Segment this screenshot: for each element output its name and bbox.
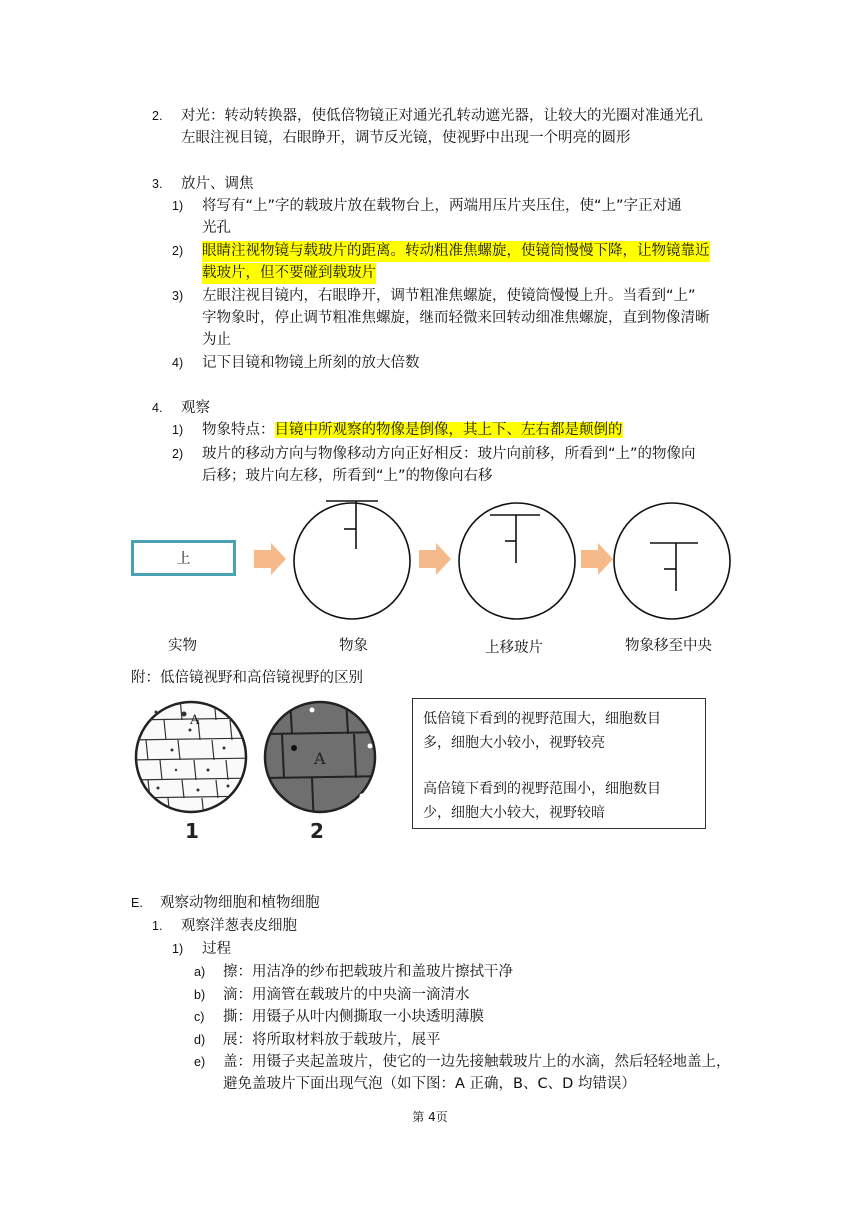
item-text	[202, 420, 623, 441]
low-power-description-line: 低倍镜下看到的视野范围大，细胞数目	[423, 711, 661, 727]
section-title: 放片、调焦	[181, 176, 254, 192]
arrow-right-icon	[254, 543, 286, 575]
cell-letter: A	[190, 713, 200, 728]
diagram-shapes	[0, 495, 860, 625]
step-number: e)	[194, 1055, 206, 1069]
appendix-title: 附：低倍镜视野和高倍镜视野的区别	[131, 670, 363, 686]
step-text: 展：将所取材料放于载玻片，展平	[223, 1032, 441, 1048]
section-title: 观察	[181, 400, 210, 416]
item-text: 将写有“上”字的载玻片放在载物台上，两端用压片夹压住，使“上”字正对通	[202, 198, 682, 214]
step-text: 擦：用洁净的纱布把载玻片和盖玻片擦拭干净	[223, 964, 513, 980]
caption-image: 物象	[339, 638, 368, 654]
item-prefix: 物象特点：	[202, 422, 275, 438]
view-circle-2	[459, 503, 575, 619]
item-text: 字物象时，停止调节粗准焦螺旋，继而轻微来回转动细准焦螺旋，直到物像清晰	[202, 310, 710, 326]
highlighted-text: 眼睛注视物镜与载玻片的距离。转动粗准焦螺旋，使镜筒慢慢下降，让物镜靠近	[202, 241, 710, 262]
step-number: c)	[194, 1010, 205, 1024]
step-number: a)	[194, 965, 206, 979]
item-number: 1)	[172, 423, 184, 437]
item-number: 2)	[172, 244, 184, 258]
caption-real-object: 实物	[168, 638, 197, 654]
item-number: 1)	[172, 942, 184, 956]
high-power-description-line: 高倍镜下看到的视野范围小，细胞数目	[423, 781, 661, 797]
arrow-right-icon	[581, 543, 613, 575]
subsection-title: 观察洋葱表皮细胞	[181, 918, 297, 934]
item-number: 1)	[172, 199, 184, 213]
step-number: d)	[194, 1033, 206, 1047]
item-text: 玻片的移动方向与物像移动方向正好相反：玻片向前移，所看到“上”的物像向	[202, 446, 696, 462]
cell-letter: A	[314, 749, 326, 768]
page-number: 第 4页	[412, 1110, 448, 1124]
low-power-view-image	[128, 698, 258, 848]
inverted-char-3	[650, 543, 698, 591]
step-text: 撕：用镊子从叶内侧撕取一小块透明薄膜	[223, 1009, 484, 1025]
high-power-description-line: 少，细胞大小较大，视野较暗	[423, 805, 605, 821]
real-object-char: 上	[176, 551, 191, 567]
highlighted-text: 目镜中所观察的物像是倒像，其上下、左右都是颠倒的	[274, 422, 623, 438]
step-text: 滴：用滴管在载玻片的中央滴一滴清水	[223, 987, 470, 1003]
step-number: b)	[194, 988, 206, 1002]
item-text: 光孔	[202, 220, 231, 236]
caption-move-slide: 上移玻片	[485, 640, 543, 656]
section-number: E.	[131, 896, 143, 910]
item-title: 过程	[202, 941, 231, 957]
comparison-box	[412, 698, 706, 829]
section-number: 2.	[152, 109, 163, 123]
item-text: 左眼注视目镜内，右眼睁开，调节粗准焦螺旋，使镜筒慢慢上升。当看到“上”	[202, 288, 696, 304]
item-text: 记下目镜和物镜上所刻的放大倍数	[202, 355, 420, 371]
text-line: 左眼注视目镜，右眼睁开，调节反光镜，使视野中出现一个明亮的圆形	[181, 130, 631, 146]
arrow-right-icon	[419, 543, 451, 575]
image-label: 1	[185, 819, 199, 843]
item-text: 为止	[202, 332, 231, 348]
highlighted-text: 载玻片，但不要碰到载玻片	[202, 263, 376, 284]
high-power-view-image	[262, 698, 392, 848]
inverted-char-1	[326, 501, 378, 549]
item-number: 3)	[172, 289, 184, 303]
image-label: 2	[310, 819, 324, 843]
step-text: 盖：用镊子夹起盖玻片，使它的一边先接触载玻片上的水滴，然后轻轻地盖上，	[223, 1054, 731, 1070]
view-circle-3	[614, 503, 730, 619]
view-circle-1	[294, 503, 410, 619]
item-number: 4)	[172, 356, 184, 370]
section-number: 4.	[152, 401, 163, 415]
section-number: 3.	[152, 177, 163, 191]
item-text: 后移；玻片向左移，所看到“上”的物像向右移	[202, 468, 493, 484]
step-text: 避免盖玻片下面出现气泡（如下图：A 正确，B、C、D 均错误）	[223, 1076, 636, 1092]
low-power-description-line: 多，细胞大小较小，视野较亮	[423, 735, 605, 751]
caption-centered: 物象移至中央	[625, 638, 712, 654]
subsection-number: 1.	[152, 919, 163, 933]
inverted-char-2	[490, 515, 540, 563]
item-number: 2)	[172, 447, 184, 461]
section-title: 观察动物细胞和植物细胞	[160, 895, 320, 911]
text-line: 对光：转动转换器，使低倍物镜正对通光孔转动遮光器，让较大的光圈对准通光孔	[181, 108, 703, 124]
